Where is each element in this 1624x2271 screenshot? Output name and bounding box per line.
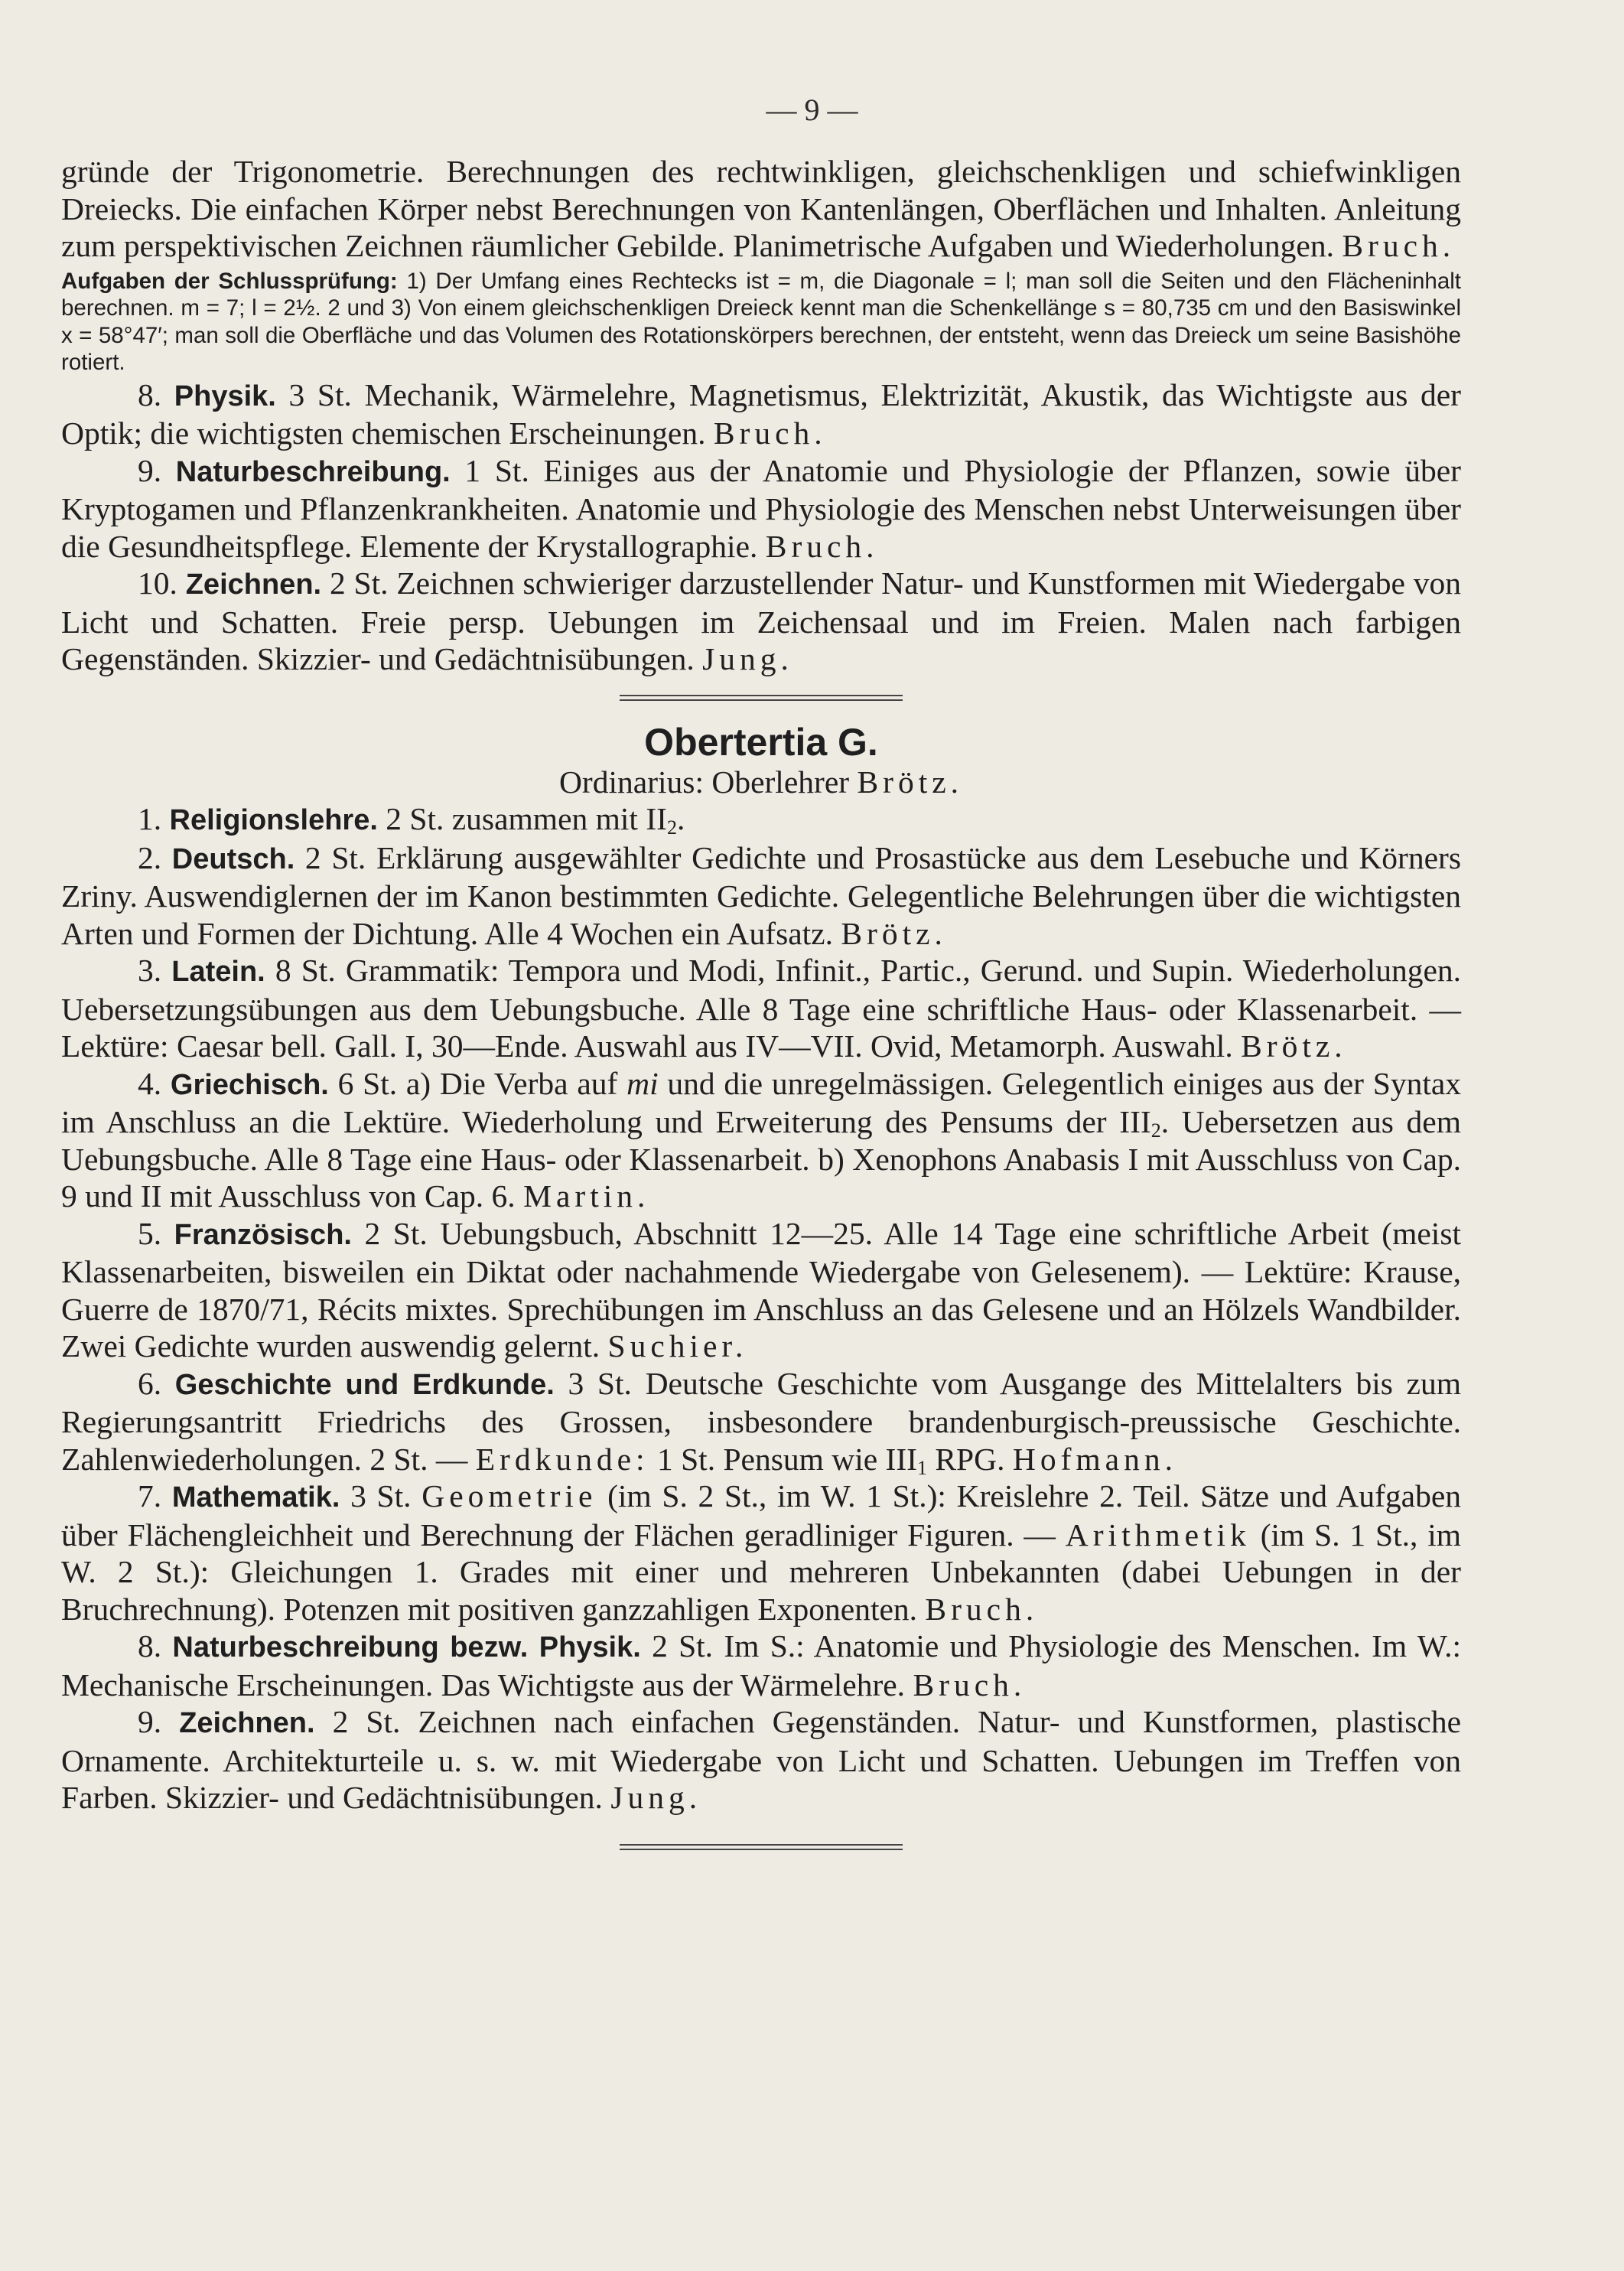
subject-paragraph — [61, 839, 1461, 953]
subject-paragraph — [61, 1703, 1461, 1816]
subject-text: 8 St. Grammatik: Tempora und Modi, Infinit., Partic., Gerund. und Supin. Wiederholungen. Uebersetzungsübungen aus dem Uebungsbuche. Alle 8 Tage eine schriftliche Haus- oder Klassenarbeit. — Lektüre: Caesar bell. Gall. I, 30—Ende. Auswahl aus IV—VII. Ovid, Metamorph. Auswahl. — [61, 953, 1461, 1064]
section-divider — [620, 695, 903, 701]
subscript: 1 — [917, 1456, 927, 1479]
teacher-name: Bruch. — [925, 1591, 1039, 1627]
subject-text: RPG. — [935, 1441, 1005, 1477]
subject-text: 1 St. Einiges aus der Anatomie und Physiologie der Pflanzen, sowie über Kryptogamen und Pflanzenkrankheiten. Anatomie und Physiologie des Menschen nebst Unterweisungen über die Gesundheitspflege. Elemente der Krystallographie. — [61, 452, 1461, 564]
teacher-name: Jung. — [702, 641, 793, 676]
sub-subject: Erdkunde: — [475, 1441, 649, 1477]
subject-text: 3 St. Mechanik, Wärmelehre, Magnetismus, Elektrizität, Akustik, das Wichtigste aus der Optik; die wichtigsten chemischen Erscheinungen. — [61, 376, 1462, 451]
subject-paragraph — [61, 565, 1461, 678]
italic-term: mi — [626, 1065, 659, 1101]
intro-text: gründe der Trigonometrie. Berechnungen des rechtwinkligen, gleichschenkligen und schiefwinkligen Dreiecks. Die einfachen Körper nebst Berechnungen von Kantenlängen, Oberflächen und Inhalten. Anleitung zum perspektivischen Zeichnen räumlicher Gebilde. Planimetrische Aufgaben und Wiederholungen. — [61, 154, 1461, 263]
subject-text: 3 St. Deutsche Geschichte vom Ausgange des Mittelalters bis zum Regierungsantritt Friedrichs des Grossen, insbesondere brandenburgisch-preussische Geschichte. Zahlenwiederholungen. 2 St. — — [61, 1365, 1461, 1477]
subject-text: 6 St. a) Die Verba auf — [337, 1065, 618, 1101]
subject-text: 3 St. — [350, 1478, 412, 1513]
item-number: 9. — [138, 452, 162, 488]
item-number: 10. — [138, 565, 177, 601]
subject-paragraph — [61, 1065, 1461, 1215]
intro-paragraph — [61, 153, 1461, 265]
subject-paragraph — [61, 1478, 1461, 1627]
subject-heading: Naturbeschreibung bezw. Physik. — [172, 1631, 641, 1663]
subject-heading: Latein. — [171, 956, 265, 988]
exam-label: Aufgaben der Schlussprüfung: — [61, 268, 398, 294]
subject-heading: Französisch. — [174, 1218, 352, 1251]
item-number: 2. — [138, 839, 162, 875]
subject-text: 2 St. Zeichnen nach einfachen Gegenständen. Natur- und Kunstformen, plastische Ornamente. Architekturteile u. s. w. mit Wiedergabe von Licht und Schatten. Uebungen im Treffen von Farben. Skizzier- und Gedächtnisübungen. — [61, 1704, 1462, 1815]
page-number: — 9 — — [766, 93, 858, 127]
teacher-name: Bruch. — [913, 1667, 1027, 1702]
subscript: 2 — [666, 816, 677, 839]
subject-text: 1 St. Pensum wie III — [656, 1441, 917, 1477]
subject-text-end: . — [676, 801, 685, 836]
subject-paragraph — [61, 1627, 1461, 1703]
item-number: 5. — [138, 1215, 162, 1251]
subject-paragraph — [61, 452, 1461, 565]
teacher-name: Suchier. — [607, 1328, 748, 1364]
class-title: Obertertia G. — [644, 720, 878, 764]
teacher-name: Bruch. — [765, 528, 879, 564]
ordinarius-line — [61, 764, 1461, 801]
sub-subject: Geometrie — [421, 1478, 597, 1513]
subject-heading: Zeichnen. — [185, 569, 322, 601]
end-divider — [620, 1844, 903, 1850]
teacher-name: Bruch. — [713, 415, 827, 451]
subject-heading: Naturbeschreibung. — [175, 455, 451, 488]
subject-paragraph — [61, 1365, 1461, 1478]
sub-subject: Arithmetik — [1065, 1517, 1251, 1553]
subject-text: 2 St. Im S.: Anatomie und Physiologie des Menschen. Im W.: Mechanische Erscheinungen. Das Wichtigste aus der Wärmelehre. — [61, 1628, 1461, 1702]
subject-text: (im S. 1 St., im W. 2 St.): Gleichungen 1. Grades mit einer und mehreren Unbekannten (dabei Uebungen in der Bruchrechnung). Potenzen mit positiven ganzzahligen Exponenten. — [61, 1517, 1462, 1627]
subject-text: 2 St. Erklärung ausgewählter Gedichte und Prosastücke aus dem Lesebuche und Körners Zriny. Auswendiglernen der im Kanon bestimmten Gedichte. Gelegentliche Belehrungen über die wichtigsten Arten und Formen der Dichtung. Alle 4 Wochen ein Aufsatz. — [61, 839, 1462, 951]
teacher-name: Hofmann. — [1012, 1441, 1177, 1477]
subject-heading: Deutsch. — [171, 842, 295, 875]
teacher-name: Brötz. — [1241, 1028, 1347, 1064]
item-number: 7. — [138, 1478, 162, 1513]
subject-text: und die unregelmässigen. Gelegentlich einiges aus der Syntax im Anschluss an die Lektüre. Wiederholung und Erweiterung des Pensums der III — [61, 1065, 1462, 1139]
subject-text: (im S. 2 St., im W. 1 St.): Kreislehre 2. Teil. Sätze und Aufgaben über Flächengleichheit und Berechnung der Flächen geradliniger Figuren. — — [61, 1478, 1462, 1553]
subject-heading: Mathematik. — [171, 1481, 340, 1513]
teacher-name: Brötz. — [841, 915, 947, 951]
exam-text: 1) Der Umfang eines Rechtecks ist = m, die Diagonale = l; man soll die Seiten und den Flächeninhalt berechnen. m = 7; l = 2½. 2 und 3) Von einem gleichschenkligen Dreieck kennt man die Schenkellänge s = 80,735 cm und den Basiswinkel x = 58°47′; man soll die Oberfläche und das Volumen des Rotationskörpers berechnen, der entsteht, wenn das Dreieck um seine Basishöhe rotiert. — [61, 268, 1461, 375]
subject-paragraph — [61, 376, 1461, 452]
subject-text: 2 St. Uebungsbuch, Abschnitt 12—25. Alle 14 Tage eine schriftliche Arbeit (meist Klassenarbeiten, bisweilen ein Diktat oder nachahmende Wiedergabe von Gelesenem). — Lektüre: Krause, Guerre de 1870/71, Récits mixtes. Sprechübungen im Anschluss an das Gelesene und an Hölzels Wandbilder. Zwei Gedichte wurden auswendig gelernt. — [61, 1215, 1462, 1364]
subject-text: 2 St. zusammen mit II — [386, 801, 667, 836]
teacher-name: Martin. — [523, 1178, 650, 1214]
subject-text: 2 St. Zeichnen schwieriger darzustellender Natur- und Kunstformen mit Wiedergabe von Licht und Schatten. Freie persp. Uebungen im Zeichensaal und im Freien. Malen nach farbigen Gegenständen. Skizzier- und Gedächtnisübungen. — [61, 565, 1462, 676]
subject-heading: Geschichte und Erdkunde. — [174, 1368, 555, 1401]
subscript: 2 — [1150, 1119, 1161, 1142]
item-number: 9. — [138, 1704, 162, 1739]
ordinarius-label: Ordinarius: Oberlehrer — [558, 764, 850, 800]
subject-text: . Uebersetzen aus dem Uebungsbuche. Alle 8 Tage eine Haus- oder Klassenarbeit. b) Xenophons Anabasis I mit Ausschluss von Cap. 9 und II mit Ausschluss von Cap. 6. — [61, 1104, 1462, 1214]
exam-paragraph — [61, 268, 1461, 376]
subject-heading: Griechisch. — [170, 1068, 329, 1101]
ordinarius-name: Brötz. — [857, 764, 964, 800]
subject-paragraph — [61, 1215, 1461, 1365]
subject-heading: Religionslehre. — [169, 804, 378, 836]
text-column — [61, 153, 1461, 1850]
item-number: 4. — [138, 1065, 162, 1101]
item-number: 8. — [138, 1628, 162, 1663]
subject-paragraph — [61, 952, 1461, 1065]
item-number: 8. — [138, 376, 162, 412]
subject-paragraph — [61, 800, 1461, 839]
item-number: 1. — [138, 801, 162, 836]
subject-heading: Zeichnen. — [179, 1707, 315, 1739]
teacher-name: Jung. — [610, 1780, 702, 1815]
subject-heading: Physik. — [174, 380, 276, 412]
item-number: 3. — [138, 953, 162, 988]
item-number: 6. — [138, 1365, 162, 1401]
teacher-name: Bruch. — [1342, 228, 1456, 263]
